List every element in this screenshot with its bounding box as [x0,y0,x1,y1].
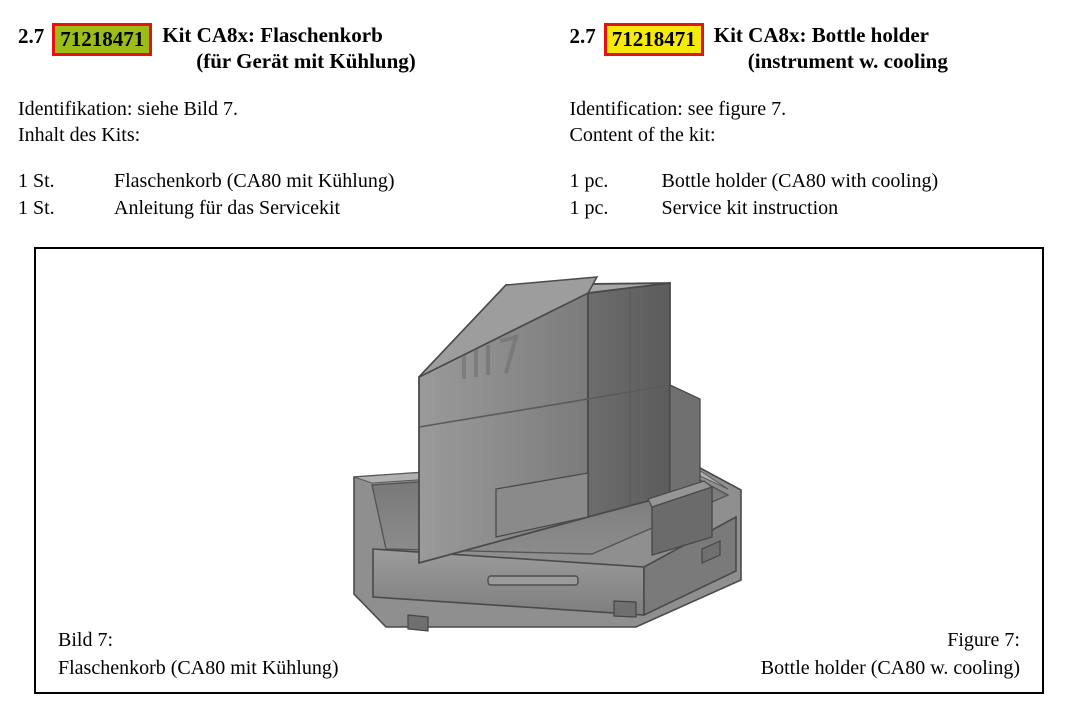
item-description: Flaschenkorb (CA80 mit Kühlung) [114,170,395,192]
list-item [18,195,518,222]
list-item [570,168,1062,195]
content-label-german: Inhalt des Kits: [18,124,141,146]
item-quantity: 1 pc. [569,197,609,219]
kit-title-german [162,22,416,74]
figure-caption-english [761,626,1020,682]
item-quantity: 1 St. [18,197,55,219]
figure-caption-english-line2: Bottle holder (CA80 w. cooling) [760,657,1020,679]
kit-title-english-line2: (instrument w. cooling [747,49,948,73]
column-english [540,22,1062,222]
section-number-english: 2.7 [569,24,596,48]
figure-box [34,247,1044,694]
list-item [18,168,518,195]
part-code-german: 71218471 [52,23,152,56]
figure-caption-english-line1: Figure 7: [947,629,1020,651]
content-label-english: Content of the kit: [569,124,716,146]
bottle-holder-drawing [36,249,1042,639]
identification-german-text: Identifikation: siehe Bild 7. [18,98,238,120]
kit-heading-german [18,22,518,74]
item-description: Service kit instruction [661,197,839,219]
item-quantity: 1 pc. [569,170,609,192]
kit-title-english [714,22,948,74]
figure-caption-german-line2: Flaschenkorb (CA80 mit Kühlung) [58,657,339,679]
kit-title-english-line1: Kit CA8x: Bottle holder [713,23,929,47]
text-columns [0,0,1079,222]
section-number-german: 2.7 [18,24,45,48]
figure-caption-german [58,626,339,682]
item-description: Anleitung für das Servicekit [114,197,341,219]
item-description: Bottle holder (CA80 with cooling) [661,170,939,192]
kit-content-list-english [570,168,1062,222]
kit-title-german-line1: Kit CA8x: Flaschenkorb [162,23,383,47]
kit-heading-english [570,22,1062,74]
list-item [570,195,1062,222]
column-german [18,22,540,222]
kit-content-list-german [18,168,518,222]
figure-caption-german-line1: Bild 7: [58,629,114,651]
identification-english [570,96,1062,148]
part-code-english: 71218471 [604,23,704,56]
identification-german [18,96,518,148]
kit-title-german-line2: (für Gerät mit Kühlung) [196,49,416,73]
identification-english-text: Identification: see figure 7. [569,98,787,120]
item-quantity: 1 St. [18,170,55,192]
